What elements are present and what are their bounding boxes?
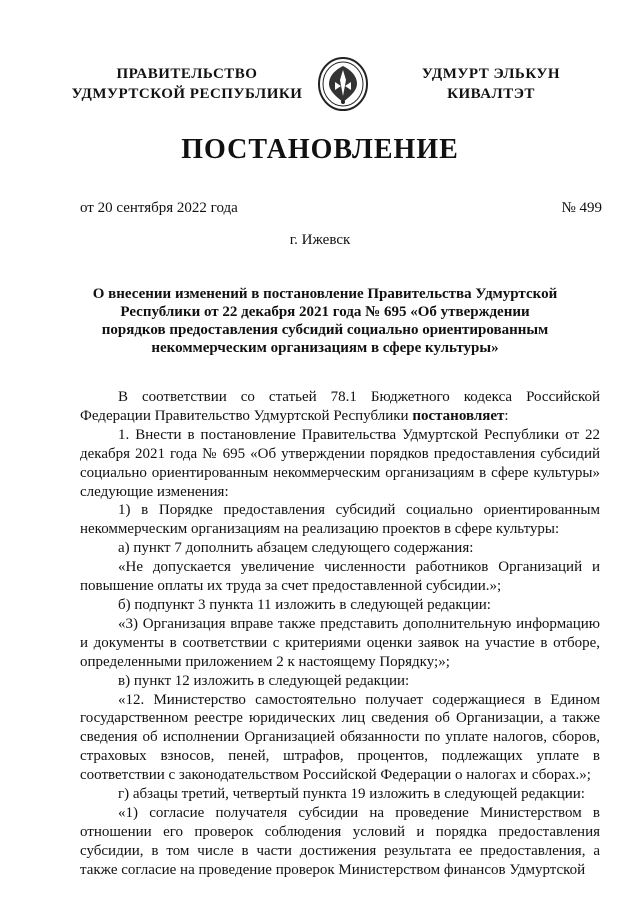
document-title: ПОСТАНОВЛЕНИЕ [181, 134, 459, 165]
issuer-udmurt-line-1: УДМУРТ ЭЛЬКУН [421, 66, 561, 82]
paragraph-2: 1) в Порядке предоставления субсидий социально ориентированным некоммерческим организациям на реализацию проектов в сфере культуры: [80, 502, 600, 538]
paragraph-8: «12. Министерство самостоятельно получает содержащиеся в Едином государственном реестре юридических лиц сведения об Организации, а также сведения об исполнении Организацией обязанности по уплате налогов, сборов, страховых взносов, пеней, штрафов, процентов, подлежащих уплате в соответствии с законодательством Российской Федерации о налогах и сборах.»; [80, 691, 600, 784]
issuer-name-russian [62, 64, 312, 104]
issuer-udmurt-line-2: КИВАЛТЭТ [447, 86, 535, 102]
paragraph-9: г) абзацы третий, четвертый пункта 19 изложить в следующей редакции: [118, 786, 585, 803]
udmurt-coat-of-arms-icon [315, 56, 371, 112]
document-body [80, 388, 600, 880]
document-date: от 20 сентября 2022 года [80, 200, 238, 216]
paragraph-3: а) пункт 7 дополнить абзацем следующего содержания: [118, 540, 474, 557]
issuer-name-udmurt [396, 64, 586, 104]
document-city: г. Ижевск [289, 232, 351, 248]
paragraph-1: 1. Внести в постановление Правительства Удмуртской Республики от 22 декабря 2021 года № 695 «Об утверждении порядков предоставления субсидий социально ориентированным некоммерческим организациям в сфере культуры» следующие изменения: [80, 426, 600, 500]
paragraph-6: «3) Организация вправе также представить дополнительную информацию и документы в соответствии с критериями оценки заявок на участие в отборе, определенными приложением 2 к настоящему Порядку;»; [80, 615, 600, 670]
issuer-line-1: ПРАВИТЕЛЬСТВО [116, 66, 258, 82]
paragraph-10: «1) согласие получателя субсидии на проведение Министерством в отношении его проверок соблюдения условий и порядка предоставления субсидии, в том числе в части достижения результата ее предоставления, а также согласие на проведение проверок Министерством финансов Удмуртской [80, 804, 600, 878]
preamble-paragraph [80, 388, 600, 426]
document-number: № 499 [561, 200, 602, 216]
document-subject: О внесении изменений в постановление Правительства Удмуртской Республики от 22 декабря 2021 года № 695 «Об утверждении порядков предоставления субсидий социально ориентированным некоммерческим организациям в сфере культуры» [92, 286, 558, 356]
paragraph-7: в) пункт 12 изложить в следующей редакции: [118, 672, 410, 689]
preamble-text: В соответствии со статьей 78.1 Бюджетного кодекса Российской Федерации Правительство Удмуртской Республики [80, 389, 600, 424]
paragraph-5: б) подпункт 3 пункта 11 изложить в следующей редакции: [118, 596, 491, 613]
paragraph-4: «Не допускается увеличение численности работников Организаций и повышение оплаты их труда за счет предоставленной субсидии.»; [80, 559, 600, 595]
issuer-line-2: УДМУРТСКОЙ РЕСПУБЛИКИ [71, 86, 303, 102]
preamble-colon: : [504, 407, 509, 424]
preamble-decree-word: постановляет [412, 407, 505, 424]
